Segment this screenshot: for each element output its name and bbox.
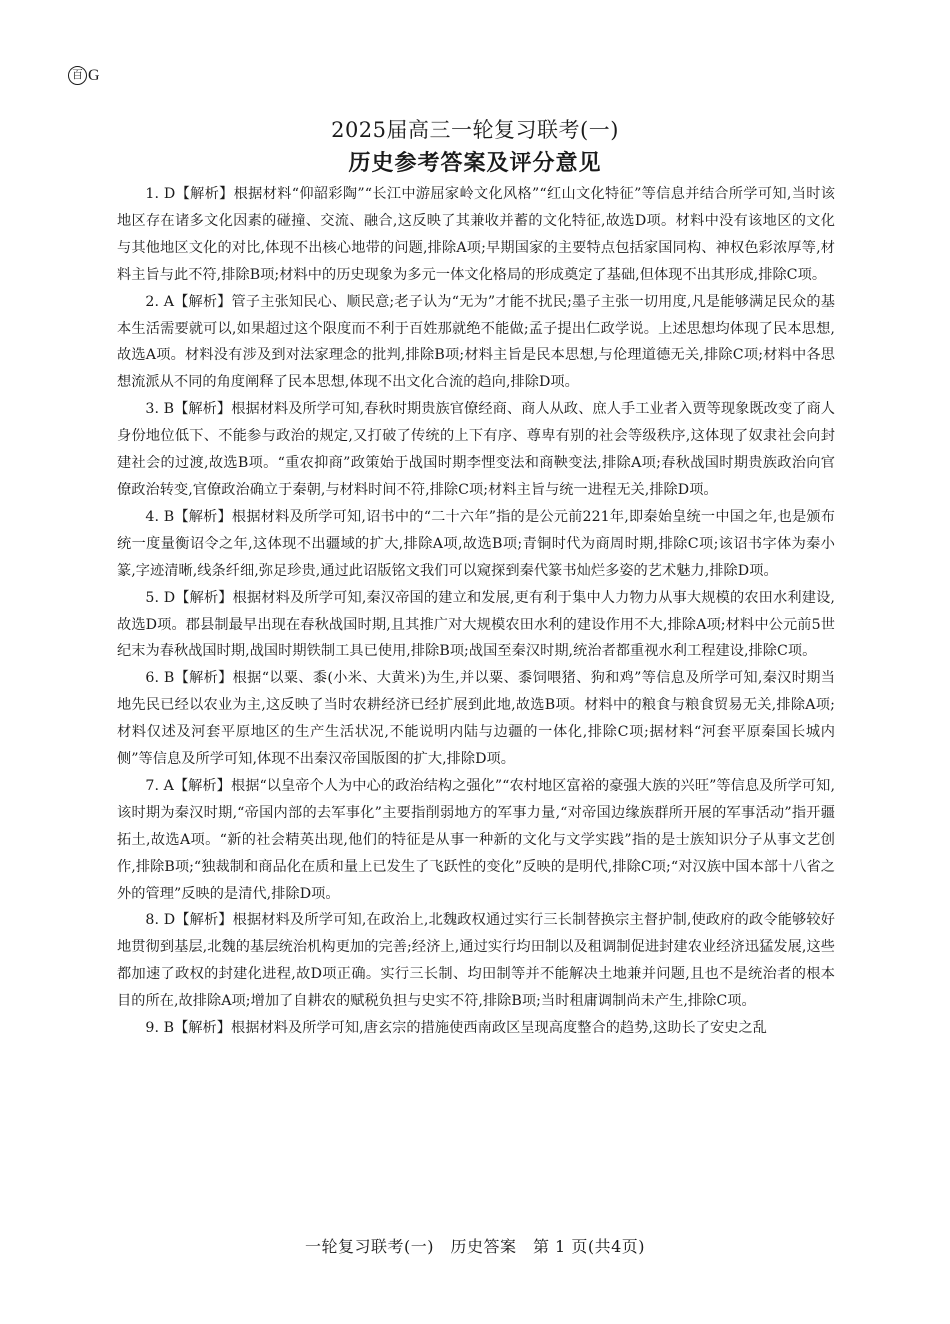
page-footer: 一轮复习联考(一) 历史答案 第 1 页(共4页): [304, 1237, 645, 1256]
logo-circle-mark: 百: [68, 66, 87, 85]
publisher-logo: [68, 66, 100, 85]
answer-list: [117, 181, 835, 1041]
answer-item-1: 1. D【解析】根据材料“仰韶彩陶”“长江中游屈家岭文化风格”“红山文化特征”等信息并结合所学可知,当时该地区存在诸多文化因素的碰撞、交流、融合,这反映了其兼收并蓄的文化特征,故选D项。材料中没有该地区的文化与其他地区文化的对比,体现不出核心地带的问题,排除A项;早期国家的主要特点包括家国同构、神权色彩浓厚等,材料主旨与此不符,排除B项;材料中的历史现象为多元一体文化格局的形成奠定了基础,但体现不出其形成,排除C项。: [117, 186, 835, 283]
answer-item-5: 5. D【解析】根据材料及所学可知,秦汉帝国的建立和发展,更有利于集中人力物力从事大规模的农田水利建设,故选D项。郡县制最早出现在春秋战国时期,且其推广对大规模农田水利的建设作用不大,排除A项;材料中公元前5世纪末为春秋战国时期,战国时期铁制工具已使用,排除B项;战国至秦汉时期,统治者都重视水利工程建设,排除C项。: [117, 589, 835, 660]
answer-item-3: 3. B【解析】根据材料及所学可知,春秋时期贵族官僚经商、商人从政、庶人手工业者入贾等现象既改变了商人身份地位低下、不能参与政治的规定,又打破了传统的上下有序、尊卑有别的社会等级秩序,这体现了奴隶社会向封建社会的过渡,故选B项。“重农抑商”政策始于战国时期李悝变法和商鞅变法,排除A项;春秋战国时期贵族政治向官僚政治转变,官僚政治确立于秦朝,与材料时间不符,排除C项;材料主旨与统一进程无关,排除D项。: [117, 401, 835, 498]
page-subtitle: 历史参考答案及评分意见: [348, 150, 602, 176]
answer-item-9: 9. B【解析】根据材料及所学可知,唐玄宗的措施使西南政区呈现高度整合的趋势,这助长了安史之乱: [145, 1020, 767, 1037]
answer-item-8: 8. D【解析】根据材料及所学可知,在政治上,北魏政权通过实行三长制替换宗主督护制,使政府的政令能够较好地贯彻到基层,北魏的基层统治机构更加的完善;经济上,通过实行均田制以及租调制促进封建农业经济迅猛发展,这些都加速了政权的封建化进程,故D项正确。实行三长制、均田制等并不能解决土地兼并问题,且也不是统治者的根本目的所在,故排除A项;增加了自耕农的赋税负担与史实不符,排除B项;当时租庸调制尚未产生,排除C项。: [117, 912, 835, 1010]
answer-item-7: 7. A【解析】根据“以皇帝个人为中心的政治结构之强化”“农村地区富裕的豪强大族的兴旺”等信息及所学可知,该时期为秦汉时期,“帝国内部的去军事化”主要指削弱地方的军事力量,“对帝国边缘族群所开展的军事活动”指开疆拓土,故选A项。“新的社会精英出现,他们的特征是从事一种新的文化与文学实践”指的是士族知识分子从事文艺创作,排除B项;“独裁制和商品化在质和量上已发生了飞跃性的变化”反映的是明代,排除C项;“对汉族中国本部十八省之外的管理”反映的是清代,排除D项。: [117, 777, 835, 902]
answer-item-6: 6. B【解析】根据“以粟、黍(小米、大黄米)为生,并以粟、黍饲喂猪、狗和鸡”等信息及所学可知,秦汉时期当地先民已经以农业为主,这反映了当时农耕经济已经扩展到此地,故选B项。材料中的粮食与粮食贸易无关,排除A项;材料仅述及河套平原地区的生产生活状况,不能说明内陆与边疆的一体化,排除C项;据材料“河套平原秦国长城内侧”等信息及所学可知,体现不出秦汉帝国版图的扩大,排除D项。: [117, 670, 835, 768]
page-title: 2025届高三一轮复习联考(一): [331, 118, 619, 142]
answer-item-4: 4. B【解析】根据材料及所学可知,诏书中的“二十六年”指的是公元前221年,即秦始皇统一中国之年,也是颁布统一度量衡诏令之年,这体现不出疆域的扩大,排除A项,故选B项;青铜时代为商周时期,排除C项;该诏书字体为秦小篆,字迹清晰,线条纤细,弥足珍贵,通过此诏版铭文我们可以窥探到秦代篆书灿烂多姿的艺术魅力,排除D项。: [117, 508, 835, 579]
logo-letter: G: [88, 66, 100, 84]
answer-item-2: 2. A【解析】管子主张知民心、顺民意;老子认为“无为”才能不扰民;墨子主张一切用度,凡是能够满足民众的基本生活需要就可以,如果超过这个限度而不利于百姓那就绝不能做;孟子提出仁政学说。上述思想均体现了民本思想,故选A项。材料没有涉及到对法家理念的批判,排除B项;材料主旨是民本思想,与伦理道德无关,排除C项;材料中各思想流派从不同的角度阐释了民本思想,体现不出文化合流的趋向,排除D项。: [117, 293, 835, 391]
